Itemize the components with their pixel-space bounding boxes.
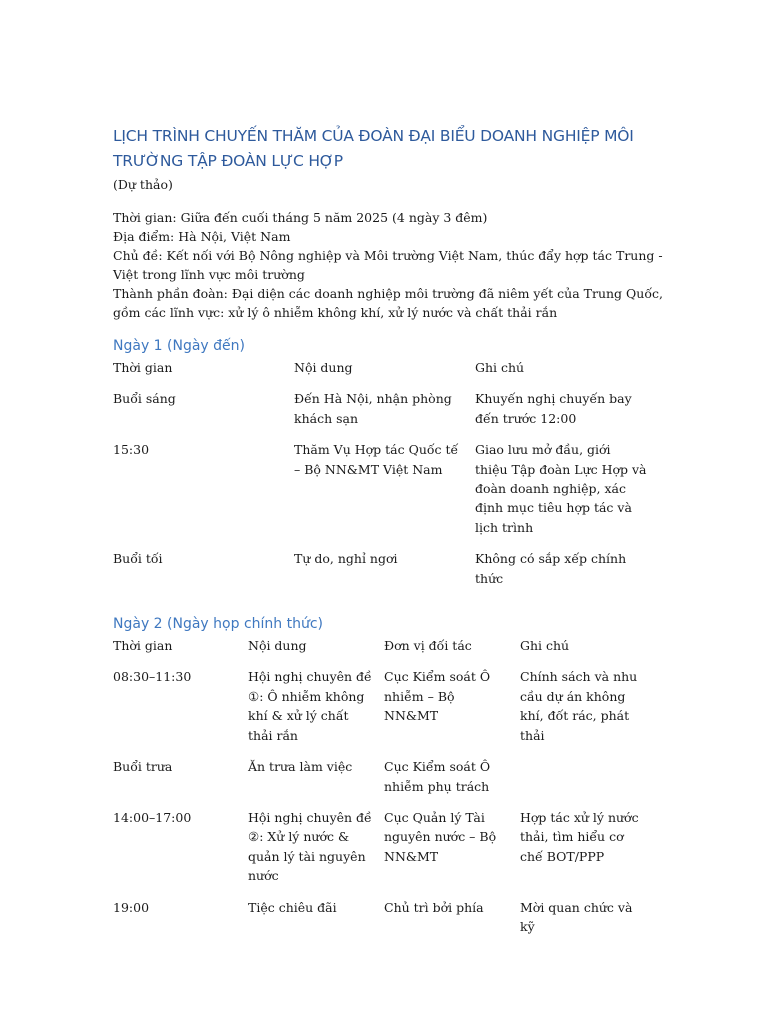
cell-notes: Chính sách và nhu cầu dự án không khí, đốt rác, phát thải [520,669,638,743]
cell-notes: Hợp tác xử lý nước thải, tìm hiểu cơ chế BOT/PPP [520,809,639,864]
cell-partner: Cục Kiểm soát Ô nhiễm phụ trách [384,759,491,794]
column-header-time: Thời gian [113,360,173,375]
info-time: Thời gian: Giữa đến cuối tháng 5 năm 2025 (4 ngày 3 đêm) [113,210,488,225]
cell-time: Buổi sáng [113,391,176,407]
trip-info [113,208,673,322]
column-header-notes: Ghi chú [520,638,570,654]
info-location: Địa điểm: Hà Nội, Việt Nam [113,229,291,244]
day1-heading: Ngày 1 (Ngày đến) [113,338,246,354]
cell-notes [520,757,655,808]
cell-content: Hội nghị chuyên đề ①: Ô nhiễm không khí & xử lý chất thải rắn [248,669,372,743]
info-delegation: Thành phần đoàn: Đại diện các doanh nghiệp môi trường đã niêm yết của Trung Quốc, gồm các lĩnh vực: xử lý ô nhiễm không khí, xử lý nước và chất thải rắn [113,286,663,320]
cell-notes: Không có sắp xếp chính thức [475,551,627,586]
day2-schedule-table [113,636,655,948]
document-subtitle: (Dự thảo) [113,177,173,192]
cell-notes: Khuyến nghị chuyến bay đến trước 12:00 [475,391,632,426]
table-row [113,898,655,949]
table-header-row [113,636,655,667]
cell-time: Buổi tối [113,551,163,567]
cell-time: Buổi trưa [113,759,173,775]
day2-heading: Ngày 2 (Ngày họp chính thức) [113,616,323,633]
column-header-content: Nội dung [294,360,353,375]
day1-schedule-table [113,358,655,600]
document-title: LỊCH TRÌNH CHUYẾN THĂM CỦA ĐOÀN ĐẠI BIỂU DOANH NGHIỆP MÔI TRƯỜNG TẬP ĐOÀN LỰC HỢP [113,127,634,170]
cell-partner: Cục Quản lý Tài nguyên nước – Bộ NN&MT [384,809,497,864]
table-row [113,808,655,898]
cell-time: 14:00–17:00 [113,809,192,825]
table-row [113,440,655,549]
cell-content: Đến Hà Nội, nhận phòng khách sạn [294,391,452,426]
table-row [113,667,655,757]
cell-content: Tiệc chiêu đãi [248,899,337,915]
column-header-partner: Đơn vị đối tác [384,638,472,654]
cell-notes: Mời quan chức và kỹ [520,899,633,934]
cell-partner: Chủ trì bởi phía [384,899,484,915]
document-page [113,124,673,948]
column-header-time: Thời gian [113,638,173,654]
cell-partner: Cục Kiểm soát Ô nhiễm – Bộ NN&MT [384,669,491,724]
cell-content: Hội nghị chuyên đề ②: Xử lý nước & quản lý tài nguyên nước [248,809,372,884]
column-header-content: Nội dung [248,638,307,654]
cell-time: 08:30–11:30 [113,669,192,685]
cell-time: 15:30 [113,442,150,458]
cell-notes: Giao lưu mở đầu, giới thiệu Tập đoàn Lực Hợp và đoàn doanh nghiệp, xác định mục tiêu hợp tác và lịch trình [475,442,647,535]
table-header-row [113,358,655,389]
cell-time: 19:00 [113,899,150,915]
table-row [113,549,655,600]
info-theme: Chủ đề: Kết nối với Bộ Nông nghiệp và Môi trường Việt Nam, thúc đẩy hợp tác Trung - Việt trong lĩnh vực môi trường [113,248,663,282]
cell-content: Ăn trưa làm việc [248,759,353,775]
cell-content: Thăm Vụ Hợp tác Quốc tế – Bộ NN&MT Việt Nam [294,442,459,477]
cell-content: Tự do, nghỉ ngơi [294,551,398,567]
column-header-notes: Ghi chú [475,360,525,375]
table-row [113,389,655,440]
table-row [113,757,655,808]
